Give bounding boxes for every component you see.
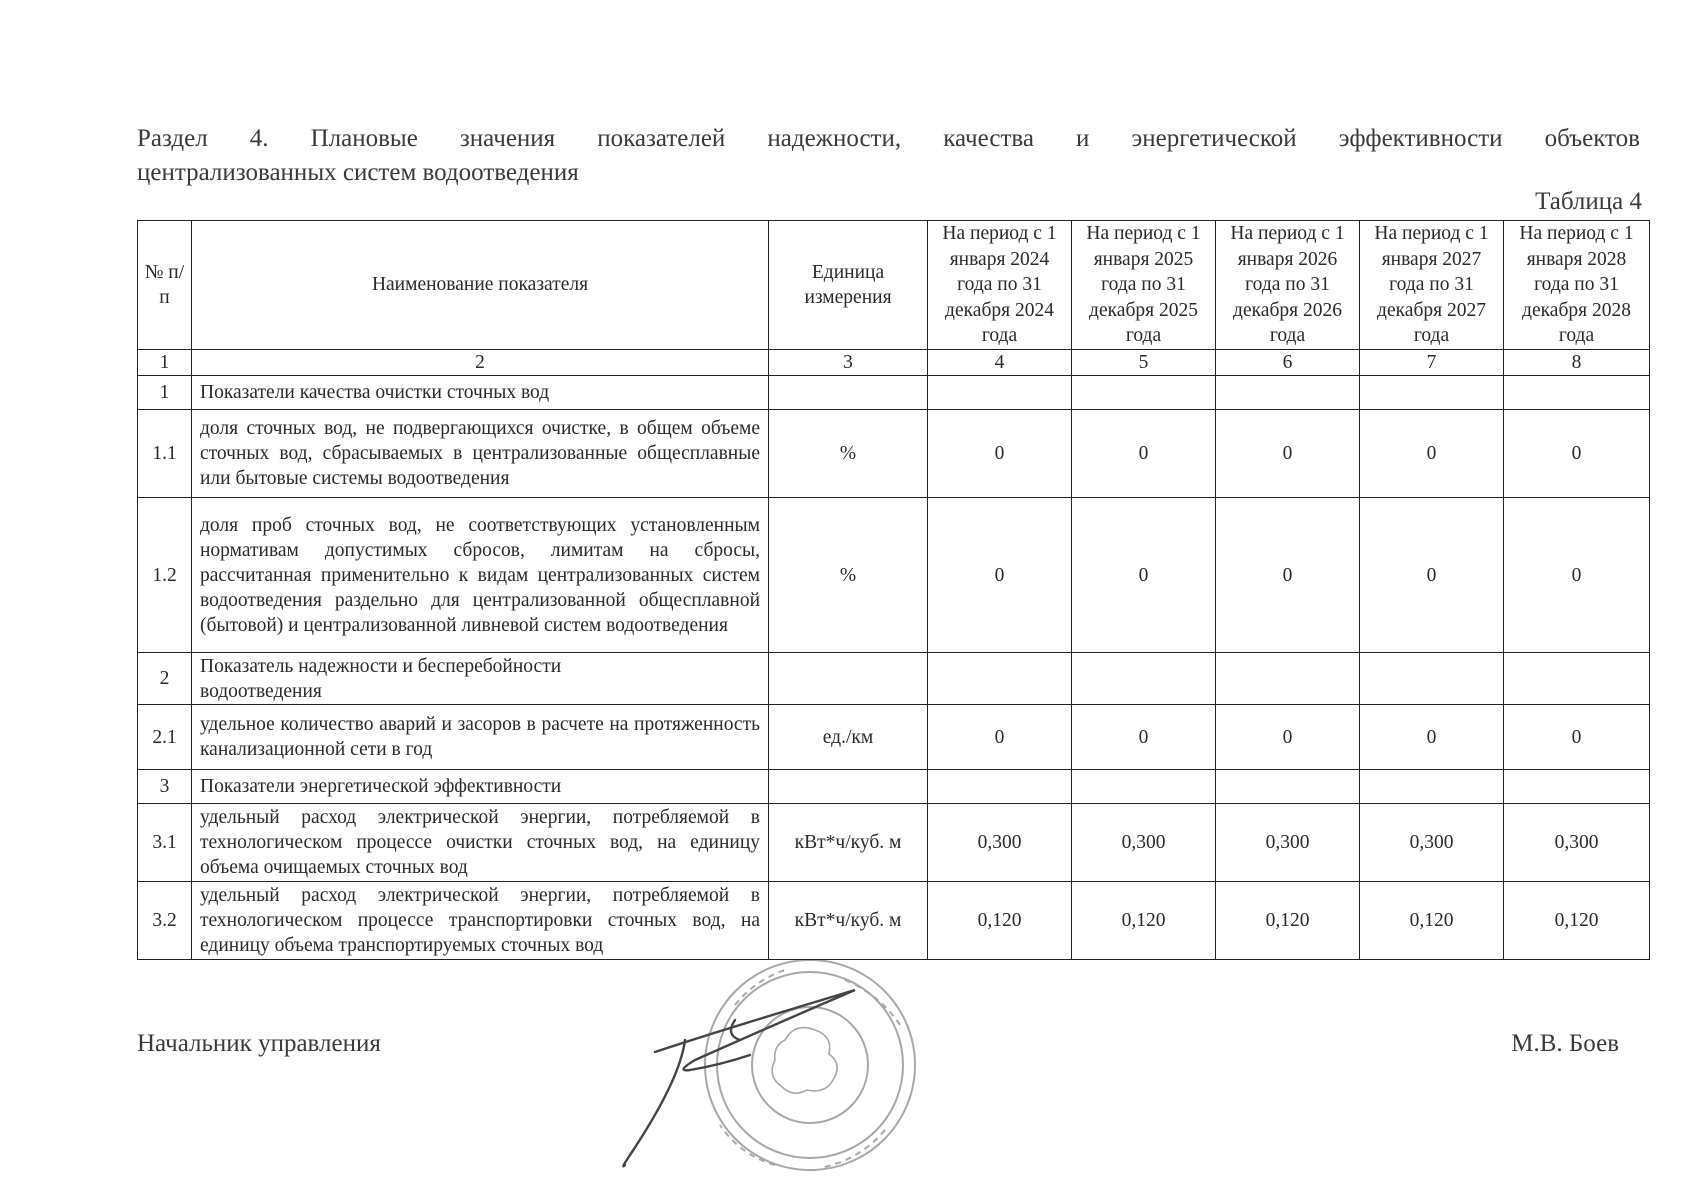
header-num: № п/п [138, 221, 192, 350]
empty-cell [1360, 770, 1504, 804]
row-num: 1.2 [138, 498, 192, 653]
value-2026: 0 [1216, 498, 1360, 653]
indicator-unit: ед./км [769, 705, 928, 770]
section-row [138, 376, 1650, 410]
value-2028: 0 [1504, 705, 1650, 770]
empty-cell [928, 770, 1072, 804]
header-period-2028: На период с 1 января 2028 года по 31 декабря 2028 года [1504, 221, 1650, 350]
value-2024: 0 [928, 705, 1072, 770]
value-2024: 0 [928, 498, 1072, 653]
empty-cell [1072, 653, 1216, 705]
column-number: 6 [1216, 350, 1360, 376]
heading-word: значения [459, 125, 556, 152]
heading-word: эффективности [1338, 125, 1503, 152]
heading-word: показателей [597, 125, 726, 152]
indicator-name: удельный расход электрической энергии, потребляемой в технологическом процессе очистки сточных вод, на единицу объема очищаемых сточных вод [192, 804, 769, 882]
empty-cell [1216, 770, 1360, 804]
header-period-2026: На период с 1 января 2026 года по 31 декабря 2026 года [1216, 221, 1360, 350]
section-title: Показатели энергетической эффективности [192, 770, 769, 804]
heading-word: Плановые [310, 125, 418, 152]
indicator-name: удельный расход электрической энергии, потребляемой в технологическом процессе транспортировки сточных вод, на единицу объема транспортируемых сточных вод [192, 882, 769, 960]
empty-cell [769, 653, 928, 705]
indicator-row [138, 882, 1650, 960]
empty-cell [1360, 376, 1504, 410]
empty-cell [928, 653, 1072, 705]
empty-cell [1504, 653, 1650, 705]
value-2028: 0,300 [1504, 804, 1650, 882]
column-numbers-row [138, 350, 1650, 376]
column-number: 5 [1072, 350, 1216, 376]
section-title: Показатели качества очистки сточных вод [192, 376, 769, 410]
signature-mark [623, 990, 855, 1166]
value-2028: 0 [1504, 498, 1650, 653]
indicator-unit: % [769, 498, 928, 653]
value-2027: 0 [1360, 705, 1504, 770]
section-row [138, 770, 1650, 804]
row-num: 1 [138, 376, 192, 410]
column-number: 4 [928, 350, 1072, 376]
empty-cell [1216, 376, 1360, 410]
empty-cell [928, 376, 1072, 410]
value-2026: 0,120 [1216, 882, 1360, 960]
empty-cell [1072, 770, 1216, 804]
column-number: 7 [1360, 350, 1504, 376]
value-2024: 0,300 [928, 804, 1072, 882]
value-2027: 0,300 [1360, 804, 1504, 882]
indicator-name: доля сточных вод, не подвергающихся очистке, в общем объеме сточных вод, сбрасываемых в централизованные общесплавные или бытовые системы водоотведения [192, 410, 769, 498]
empty-cell [1504, 376, 1650, 410]
row-num: 3.2 [138, 882, 192, 960]
header-period-2025: На период с 1 января 2025 года по 31 декабря 2025 года [1072, 221, 1216, 350]
column-number: 8 [1504, 350, 1650, 376]
heading-word: объектов [1544, 125, 1640, 152]
heading-word: и [1076, 125, 1090, 152]
signatory-name: М.В. Боев [1511, 1030, 1619, 1057]
value-2027: 0 [1360, 410, 1504, 498]
value-2025: 0,300 [1072, 804, 1216, 882]
header-period-2024: На период с 1 января 2024 года по 31 декабря 2024 года [928, 221, 1072, 350]
signatory-position: Начальник управления [137, 1030, 381, 1057]
empty-cell [1216, 653, 1360, 705]
indicator-row [138, 705, 1650, 770]
value-2025: 0,120 [1072, 882, 1216, 960]
value-2028: 0,120 [1504, 882, 1650, 960]
indicator-unit: кВт*ч/куб. м [769, 804, 928, 882]
indicators-table [137, 220, 1650, 960]
row-num: 2 [138, 653, 192, 705]
row-num: 3.1 [138, 804, 192, 882]
row-num: 1.1 [138, 410, 192, 498]
value-2024: 0,120 [928, 882, 1072, 960]
heading-word: Раздел [137, 125, 208, 152]
heading-word: энергетической [1131, 125, 1297, 152]
header-name: Наименование показателя [192, 221, 769, 350]
indicator-unit: % [769, 410, 928, 498]
value-2026: 0,300 [1216, 804, 1360, 882]
heading-word: 4. [249, 125, 269, 152]
empty-cell [769, 376, 928, 410]
heading-word: качества [943, 125, 1034, 152]
indicator-name: доля проб сточных вод, не соответствующих установленным нормативам допустимых сбросов, лимитам на сбросы, рассчитанная применительно к видам централизованных систем водоотведения раздельно для централизованной общесплавной (бытовой) и централизованной ливневой систем водоотведения [192, 498, 769, 653]
value-2028: 0 [1504, 410, 1650, 498]
table-caption: Таблица 4 [1535, 188, 1642, 215]
row-num: 3 [138, 770, 192, 804]
value-2024: 0 [928, 410, 1072, 498]
indicator-name: удельное количество аварий и засоров в расчете на протяженность канализационной сети в год [192, 705, 769, 770]
indicator-row [138, 410, 1650, 498]
table-header-row [138, 221, 1650, 350]
seal-rings [705, 960, 915, 1170]
value-2025: 0 [1072, 498, 1216, 653]
empty-cell [1360, 653, 1504, 705]
value-2027: 0,120 [1360, 882, 1504, 960]
indicator-unit: кВт*ч/куб. м [769, 882, 928, 960]
section-heading-line-2: централизованных систем водоотведения [137, 159, 579, 186]
value-2026: 0 [1216, 705, 1360, 770]
empty-cell [1072, 376, 1216, 410]
value-2025: 0 [1072, 705, 1216, 770]
section-row [138, 653, 1650, 705]
value-2025: 0 [1072, 410, 1216, 498]
value-2026: 0 [1216, 410, 1360, 498]
section-title: Показатель надежности и бесперебойности водоотведения [192, 653, 769, 705]
section-heading-line-1 [137, 122, 1640, 156]
column-number: 1 [138, 350, 192, 376]
empty-cell [1504, 770, 1650, 804]
round-seal-icon [585, 960, 1005, 1200]
indicator-row [138, 498, 1650, 653]
row-num: 2.1 [138, 705, 192, 770]
empty-cell [769, 770, 928, 804]
heading-word: надежности, [767, 125, 902, 152]
header-period-2027: На период с 1 января 2027 года по 31 декабря 2027 года [1360, 221, 1504, 350]
column-number: 2 [192, 350, 769, 376]
header-unit: Единица измерения [769, 221, 928, 350]
value-2027: 0 [1360, 498, 1504, 653]
column-number: 3 [769, 350, 928, 376]
section-heading [137, 122, 1640, 190]
indicator-row [138, 804, 1650, 882]
